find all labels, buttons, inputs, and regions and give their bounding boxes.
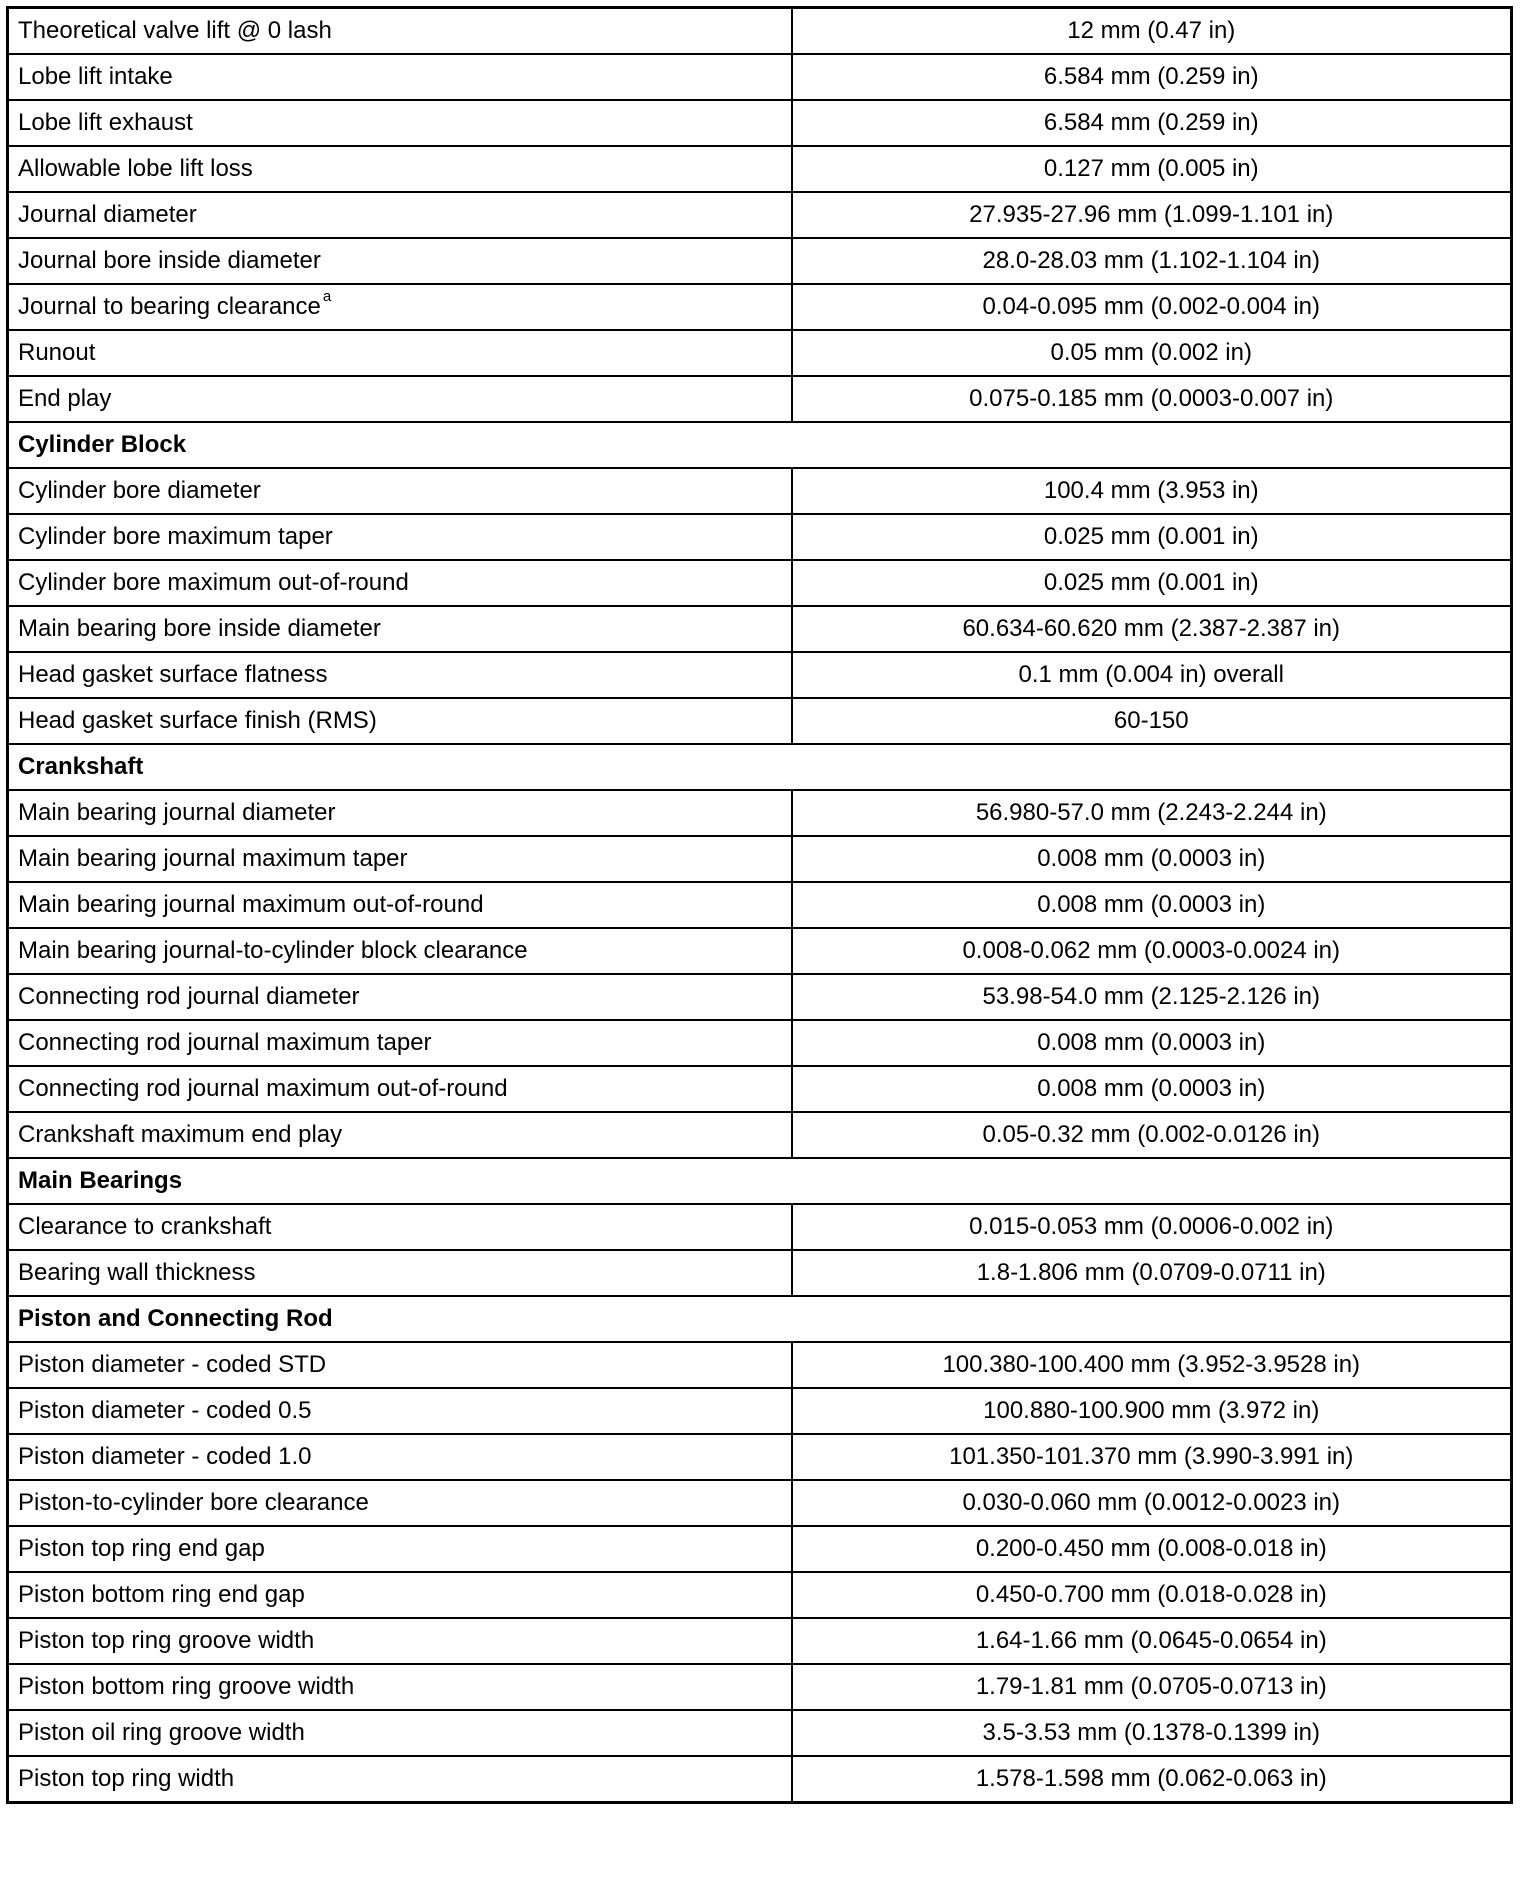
spec-value: 0.025 mm (0.001 in) (792, 514, 1512, 560)
spec-row (8, 606, 1512, 652)
spec-label-cell (8, 974, 792, 1020)
section-header-row (8, 1296, 1512, 1342)
spec-value: 0.127 mm (0.005 in) (792, 146, 1512, 192)
spec-row (8, 1526, 1512, 1572)
spec-label-cell (8, 1526, 792, 1572)
spec-value: 0.008-0.062 mm (0.0003-0.0024 in) (792, 928, 1512, 974)
spec-label-cell (8, 1618, 792, 1664)
spec-row (8, 560, 1512, 606)
spec-label: Journal to bearing clearance (18, 293, 321, 320)
spec-value: 6.584 mm (0.259 in) (792, 100, 1512, 146)
spec-value: 0.05 mm (0.002 in) (792, 330, 1512, 376)
spec-label-cell (8, 1204, 792, 1250)
spec-row (8, 1664, 1512, 1710)
spec-label: Piston top ring end gap (18, 1535, 265, 1562)
spec-value: 1.79-1.81 mm (0.0705-0.0713 in) (792, 1664, 1512, 1710)
spec-value: 60.634-60.620 mm (2.387-2.387 in) (792, 606, 1512, 652)
section-header: Cylinder Block (8, 422, 1512, 468)
spec-row (8, 284, 1512, 330)
spec-label: Piston oil ring groove width (18, 1719, 305, 1746)
spec-row (8, 54, 1512, 100)
spec-value: 1.8-1.806 mm (0.0709-0.0711 in) (792, 1250, 1512, 1296)
spec-label: Piston diameter - coded 1.0 (18, 1443, 312, 1470)
spec-label: Clearance to crankshaft (18, 1213, 272, 1240)
spec-label-cell (8, 882, 792, 928)
spec-value: 100.880-100.900 mm (3.972 in) (792, 1388, 1512, 1434)
spec-value: 0.008 mm (0.0003 in) (792, 1066, 1512, 1112)
spec-row (8, 146, 1512, 192)
spec-value: 0.200-0.450 mm (0.008-0.018 in) (792, 1526, 1512, 1572)
spec-label: Main bearing journal-to-cylinder block clearance (18, 937, 528, 964)
spec-value: 0.075-0.185 mm (0.0003-0.007 in) (792, 376, 1512, 422)
spec-row (8, 8, 1512, 55)
section-header: Piston and Connecting Rod (8, 1296, 1512, 1342)
spec-value: 0.025 mm (0.001 in) (792, 560, 1512, 606)
spec-label-cell (8, 192, 792, 238)
spec-label: End play (18, 385, 112, 412)
section-header-row (8, 744, 1512, 790)
spec-value: 0.1 mm (0.004 in) overall (792, 652, 1512, 698)
spec-value: 0.450-0.700 mm (0.018-0.028 in) (792, 1572, 1512, 1618)
spec-row (8, 1388, 1512, 1434)
specification-table-body (8, 8, 1512, 1803)
spec-value: 100.4 mm (3.953 in) (792, 468, 1512, 514)
spec-row (8, 836, 1512, 882)
spec-label: Lobe lift intake (18, 63, 173, 90)
spec-value: 0.015-0.053 mm (0.0006-0.002 in) (792, 1204, 1512, 1250)
spec-value: 100.380-100.400 mm (3.952-3.9528 in) (792, 1342, 1512, 1388)
spec-row (8, 468, 1512, 514)
spec-label: Lobe lift exhaust (18, 109, 193, 136)
spec-label: Connecting rod journal diameter (18, 983, 360, 1010)
spec-value: 0.04-0.095 mm (0.002-0.004 in) (792, 284, 1512, 330)
spec-row (8, 974, 1512, 1020)
spec-row (8, 376, 1512, 422)
spec-row (8, 238, 1512, 284)
spec-label: Head gasket surface finish (RMS) (18, 707, 377, 734)
spec-value: 0.030-0.060 mm (0.0012-0.0023 in) (792, 1480, 1512, 1526)
spec-label: Piston diameter - coded 0.5 (18, 1397, 312, 1424)
spec-label-cell (8, 468, 792, 514)
section-header-row (8, 1158, 1512, 1204)
spec-label: Bearing wall thickness (18, 1259, 256, 1286)
spec-value: 53.98-54.0 mm (2.125-2.126 in) (792, 974, 1512, 1020)
spec-label: Journal bore inside diameter (18, 247, 321, 274)
spec-label-cell (8, 652, 792, 698)
spec-label: Cylinder bore diameter (18, 477, 261, 504)
spec-label: Head gasket surface flatness (18, 661, 328, 688)
spec-label: Allowable lobe lift loss (18, 155, 253, 182)
spec-value: 101.350-101.370 mm (3.990-3.991 in) (792, 1434, 1512, 1480)
spec-label: Piston bottom ring groove width (18, 1673, 355, 1700)
spec-value: 60-150 (792, 698, 1512, 744)
spec-row (8, 652, 1512, 698)
spec-label-cell (8, 560, 792, 606)
spec-label: Piston top ring width (18, 1765, 235, 1792)
spec-label-cell (8, 606, 792, 652)
spec-row (8, 790, 1512, 836)
spec-value: 12 mm (0.47 in) (792, 8, 1512, 55)
spec-label-cell (8, 1388, 792, 1434)
spec-value: 27.935-27.96 mm (1.099-1.101 in) (792, 192, 1512, 238)
spec-label-cell (8, 1066, 792, 1112)
spec-row (8, 1112, 1512, 1158)
spec-label-cell (8, 8, 792, 55)
spec-row (8, 192, 1512, 238)
spec-label: Connecting rod journal maximum taper (18, 1029, 432, 1056)
spec-value: 6.584 mm (0.259 in) (792, 54, 1512, 100)
spec-label: Main bearing journal maximum taper (18, 845, 408, 872)
spec-label-cell (8, 376, 792, 422)
spec-label: Piston top ring groove width (18, 1627, 315, 1654)
spec-label-cell (8, 1480, 792, 1526)
spec-label: Theoretical valve lift @ 0 lash (18, 17, 332, 44)
spec-label-cell (8, 1756, 792, 1803)
spec-label-cell (8, 1342, 792, 1388)
footnote-marker: a (322, 288, 332, 305)
spec-label-cell (8, 238, 792, 284)
spec-label-cell (8, 514, 792, 560)
spec-row (8, 1204, 1512, 1250)
spec-value: 1.64-1.66 mm (0.0645-0.0654 in) (792, 1618, 1512, 1664)
section-header: Crankshaft (8, 744, 1512, 790)
spec-row (8, 1480, 1512, 1526)
spec-row (8, 928, 1512, 974)
spec-row (8, 1020, 1512, 1066)
spec-label-cell (8, 1572, 792, 1618)
spec-row (8, 100, 1512, 146)
spec-value: 0.008 mm (0.0003 in) (792, 882, 1512, 928)
spec-label-cell (8, 284, 792, 330)
spec-value: 56.980-57.0 mm (2.243-2.244 in) (792, 790, 1512, 836)
spec-label-cell (8, 1112, 792, 1158)
spec-value: 0.008 mm (0.0003 in) (792, 836, 1512, 882)
spec-label: Journal diameter (18, 201, 197, 228)
spec-label-cell (8, 698, 792, 744)
spec-label-cell (8, 836, 792, 882)
spec-label-cell (8, 928, 792, 974)
section-header-row (8, 422, 1512, 468)
spec-row (8, 1250, 1512, 1296)
spec-label-cell (8, 1434, 792, 1480)
spec-label-cell (8, 1020, 792, 1066)
specification-table (6, 6, 1513, 1804)
spec-label: Piston diameter - coded STD (18, 1351, 327, 1378)
section-header: Main Bearings (8, 1158, 1512, 1204)
spec-label: Main bearing bore inside diameter (18, 615, 381, 642)
spec-label-cell (8, 1664, 792, 1710)
spec-row (8, 1434, 1512, 1480)
spec-value: 0.008 mm (0.0003 in) (792, 1020, 1512, 1066)
spec-label: Piston-to-cylinder bore clearance (18, 1489, 369, 1516)
spec-label-cell (8, 1250, 792, 1296)
spec-label-cell (8, 100, 792, 146)
spec-label-cell (8, 790, 792, 836)
spec-label-cell (8, 1710, 792, 1756)
spec-label: Main bearing journal maximum out-of-round (18, 891, 484, 918)
spec-row (8, 330, 1512, 376)
spec-label: Runout (18, 339, 96, 366)
spec-row (8, 514, 1512, 560)
spec-label: Main bearing journal diameter (18, 799, 336, 826)
spec-label-cell (8, 146, 792, 192)
spec-label: Piston bottom ring end gap (18, 1581, 305, 1608)
spec-value: 0.05-0.32 mm (0.002-0.0126 in) (792, 1112, 1512, 1158)
spec-value: 3.5-3.53 mm (0.1378-0.1399 in) (792, 1710, 1512, 1756)
spec-row (8, 1618, 1512, 1664)
spec-label: Connecting rod journal maximum out-of-round (18, 1075, 508, 1102)
spec-label-cell (8, 330, 792, 376)
spec-label: Crankshaft maximum end play (18, 1121, 343, 1148)
spec-label: Cylinder bore maximum taper (18, 523, 333, 550)
spec-row (8, 698, 1512, 744)
spec-value: 1.578-1.598 mm (0.062-0.063 in) (792, 1756, 1512, 1803)
spec-row (8, 1066, 1512, 1112)
spec-value: 28.0-28.03 mm (1.102-1.104 in) (792, 238, 1512, 284)
spec-row (8, 1756, 1512, 1803)
spec-row (8, 1342, 1512, 1388)
spec-row (8, 1710, 1512, 1756)
spec-label: Cylinder bore maximum out-of-round (18, 569, 409, 596)
spec-row (8, 882, 1512, 928)
spec-label-cell (8, 54, 792, 100)
spec-row (8, 1572, 1512, 1618)
